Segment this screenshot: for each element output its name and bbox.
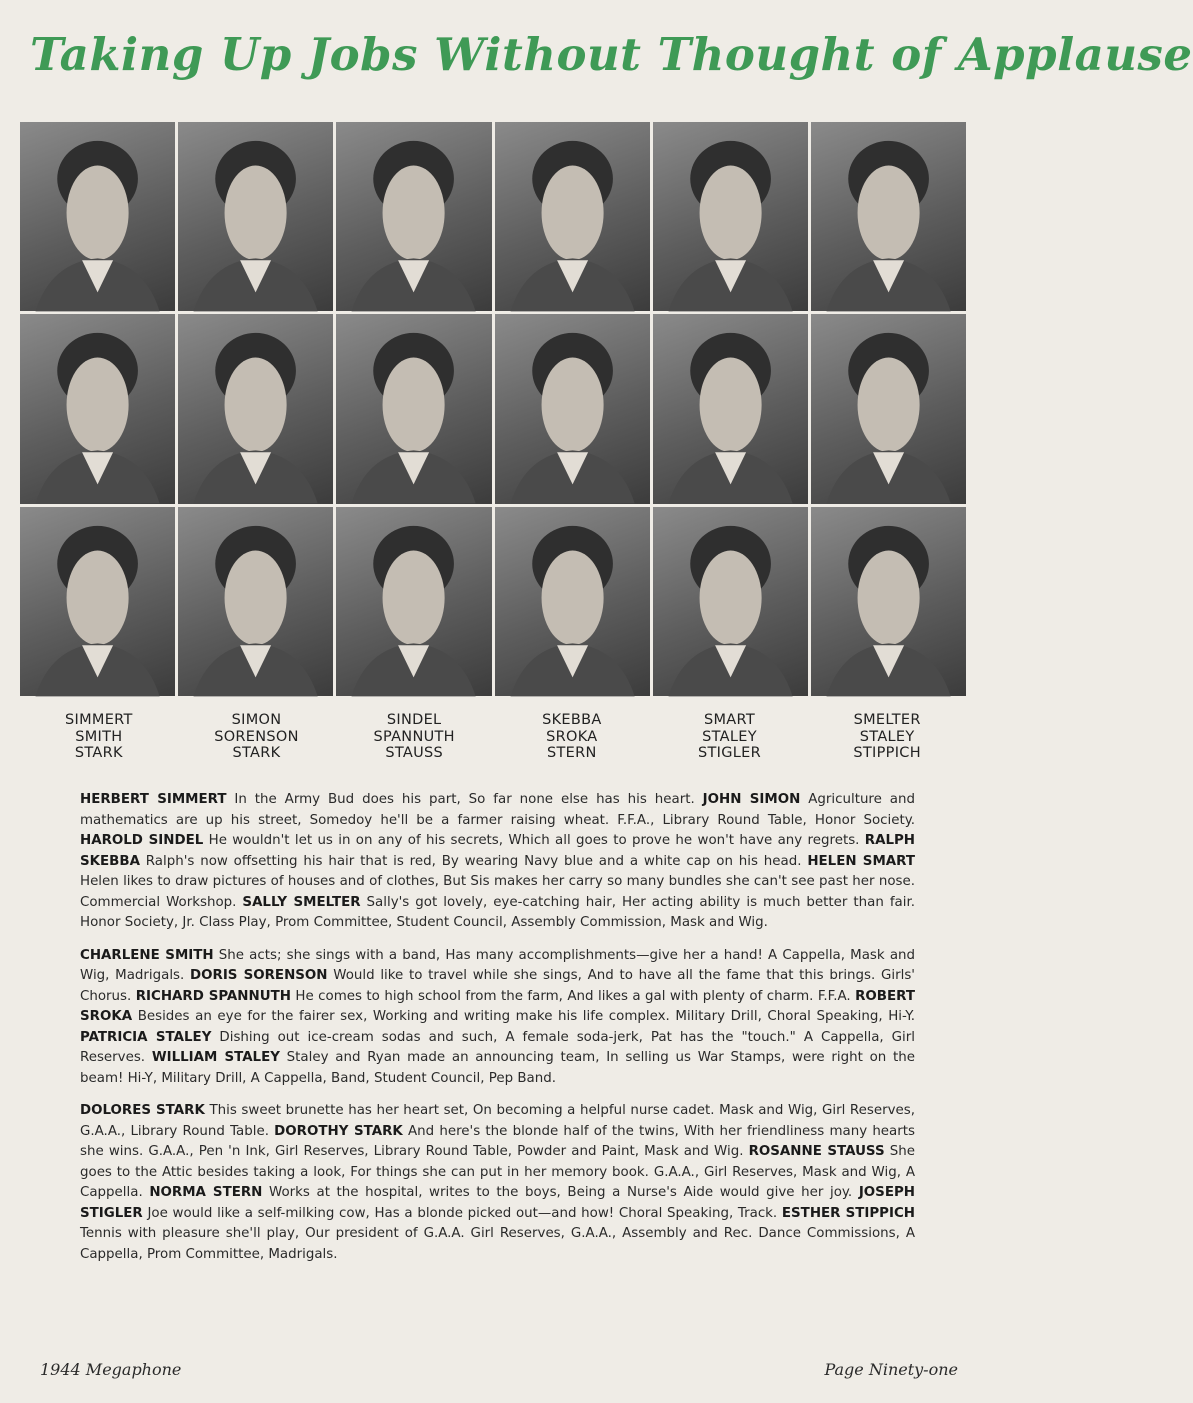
portrait-photo xyxy=(336,507,491,696)
student-blurb: He comes to high school from the farm, And likes a gal with plenty of charm. F.F.A. xyxy=(290,988,856,1004)
student-name: HERBERT SIMMERT xyxy=(80,792,227,807)
student-blurb: Staley and Ryan made an announcing team, In selling us War Stamps, were right on the beam! Hi-Y, Military Drill, A Cappella, Band, Student Council, Pep Band. xyxy=(80,1050,915,1086)
biography-section xyxy=(80,790,915,1277)
caption-name: STARK xyxy=(74,745,123,761)
caption-row xyxy=(20,712,966,762)
student-name: JOHN SIMON xyxy=(702,792,801,807)
caption-name: SKEBBA xyxy=(542,712,602,728)
caption-name: SMELTER xyxy=(853,712,921,728)
portrait-grid xyxy=(20,122,966,696)
portrait-photo xyxy=(811,122,966,311)
portrait-photo xyxy=(20,507,175,696)
portrait-photo xyxy=(336,122,491,311)
portrait-photo xyxy=(336,314,491,503)
portrait-photo xyxy=(178,122,333,311)
biography-paragraph xyxy=(80,946,915,1090)
student-blurb: Joe would like a self-milking cow, Has a blonde picked out—and how! Choral Speaking, Track. xyxy=(142,1205,782,1221)
student-name: CHARLENE SMITH xyxy=(80,947,214,963)
portrait-photo xyxy=(653,507,808,696)
caption-name: SMITH xyxy=(75,728,123,745)
student-name: RALPH SKEBBA xyxy=(80,833,916,869)
caption-name: SIMMERT xyxy=(65,712,133,728)
caption-name: SPANNUTH xyxy=(373,728,455,745)
student-blurb: This sweet brunette has her heart set, On becoming a helpful nurse cadet. Mask and Wig, Girl Reserves, G.A.A., Library Round Table. xyxy=(80,1103,915,1139)
portrait-photo xyxy=(653,314,808,503)
caption-name: STERN xyxy=(547,745,597,761)
caption-column xyxy=(178,712,336,762)
student-name: SALLY SMELTER xyxy=(242,894,361,910)
caption-name: SINDEL xyxy=(386,712,442,728)
portrait-photo xyxy=(178,314,333,503)
portrait-photo xyxy=(495,507,650,696)
student-blurb: Besides an eye for the fairer sex, Working and writing make his life complex. Military Drill, Choral Speaking, Hi-Y. xyxy=(132,1009,915,1024)
student-blurb: Works at the hospital, writes to the boys, Being a Nurse's Aide would give her joy. xyxy=(262,1185,859,1200)
portrait-photo xyxy=(811,314,966,503)
caption-name: SIMON xyxy=(231,712,282,728)
portrait-photo xyxy=(653,122,808,311)
student-name: DOLORES STARK xyxy=(80,1103,205,1118)
student-blurb: In the Army Bud does his part, So far none else has his heart. xyxy=(226,792,703,807)
student-blurb: He wouldn't let us in on any of his secrets, Which all goes to prove he won't have any regrets. xyxy=(203,833,865,848)
student-blurb: Helen likes to draw pictures of houses and of clothes, But Sis makes her carry so many bundles she can't see past her nose. Commercial Workshop. xyxy=(80,874,915,910)
portrait-photo xyxy=(811,507,966,696)
caption-name: SORENSON xyxy=(214,728,299,745)
caption-column xyxy=(335,712,493,762)
biography-paragraph xyxy=(80,1101,915,1265)
caption-name: SROKA xyxy=(546,728,598,745)
student-blurb: Dishing out ice-cream sodas and such, A female soda-jerk, Pat has the "touch." A Cappella, Girl Reserves. xyxy=(80,1029,916,1065)
student-blurb: Ralph's now offsetting his hair that is red, By wearing Navy blue and a white cap on his head. xyxy=(139,853,808,869)
portrait-photo xyxy=(495,314,650,503)
student-blurb: Agriculture and mathematics are up his street, Somedoy he'll be a farmer raising wheat. F.F.A., Library Round Table, Honor Society. xyxy=(80,792,915,828)
portrait-photo xyxy=(178,507,333,696)
student-blurb: She acts; she sings with a band, Has many accomplishments—give her a hand! A Cappella, Mask and Wig, Madrigals. xyxy=(80,947,916,983)
student-blurb: She goes to the Attic besides taking a look, For things she can put in her memory book. G.A.A., Girl Reserves, Mask and Wig, A Cappella. xyxy=(80,1144,915,1200)
page-title: Taking Up Jobs Without Thought of Applause xyxy=(30,28,1193,81)
student-name: DOROTHY STARK xyxy=(274,1123,403,1139)
student-name: RICHARD SPANNUTH xyxy=(135,988,291,1004)
student-name: ROSANNE STAUSS xyxy=(748,1144,885,1159)
student-name: JOSEPH STIGLER xyxy=(80,1185,915,1221)
caption-column xyxy=(651,712,809,762)
student-name: ROBERT SROKA xyxy=(80,988,915,1024)
caption-name: STIPPICH xyxy=(853,745,921,761)
caption-name: STARK xyxy=(232,745,281,761)
student-name: WILLIAM STALEY xyxy=(151,1050,280,1065)
caption-column xyxy=(493,712,651,762)
caption-name: STALEY xyxy=(859,728,915,745)
student-name: HELEN SMART xyxy=(807,853,915,869)
student-blurb: Tennis with pleasure she'll play, Our president of G.A.A. Girl Reserves, G.A.A., Assembly and Rec. Dance Commissions, A Cappella, Prom Committee, Madrigals. xyxy=(80,1226,915,1262)
caption-column xyxy=(808,712,966,762)
student-name: ESTHER STIPPICH xyxy=(781,1205,915,1221)
student-name: HAROLD SINDEL xyxy=(80,833,204,848)
caption-column xyxy=(20,712,178,762)
student-blurb: And here's the blonde half of the twins, With her friendliness many hearts she wins. G.A.A., Pen 'n Ink, Girl Reserves, Library Round Table, Powder and Paint, Mask and Wig. xyxy=(80,1123,915,1159)
student-blurb: Sally's got lovely, eye-catching hair, Her acting ability is much better than fair. Honor Society, Jr. Class Play, Prom Committee, Student Council, Assembly Commission, Mask and Wig. xyxy=(80,894,916,930)
footer-page-number: Page Ninety-one xyxy=(824,1360,958,1379)
student-name: NORMA STERN xyxy=(149,1185,263,1200)
portrait-photo xyxy=(20,314,175,503)
biography-paragraph xyxy=(80,790,915,934)
caption-name: STIGLER xyxy=(697,745,761,761)
student-name: PATRICIA STALEY xyxy=(80,1029,212,1045)
portrait-photo xyxy=(495,122,650,311)
footer-publication: 1944 Megaphone xyxy=(40,1360,182,1379)
caption-name: SMART xyxy=(703,712,755,728)
student-blurb: Would like to travel while she sings, And to have all the fame that this brings. Girls' Chorus. xyxy=(80,968,915,1004)
portrait-photo xyxy=(20,122,175,311)
caption-name: STAUSS xyxy=(385,745,443,761)
caption-name: STALEY xyxy=(702,728,757,745)
student-name: DORIS SORENSON xyxy=(190,968,328,983)
